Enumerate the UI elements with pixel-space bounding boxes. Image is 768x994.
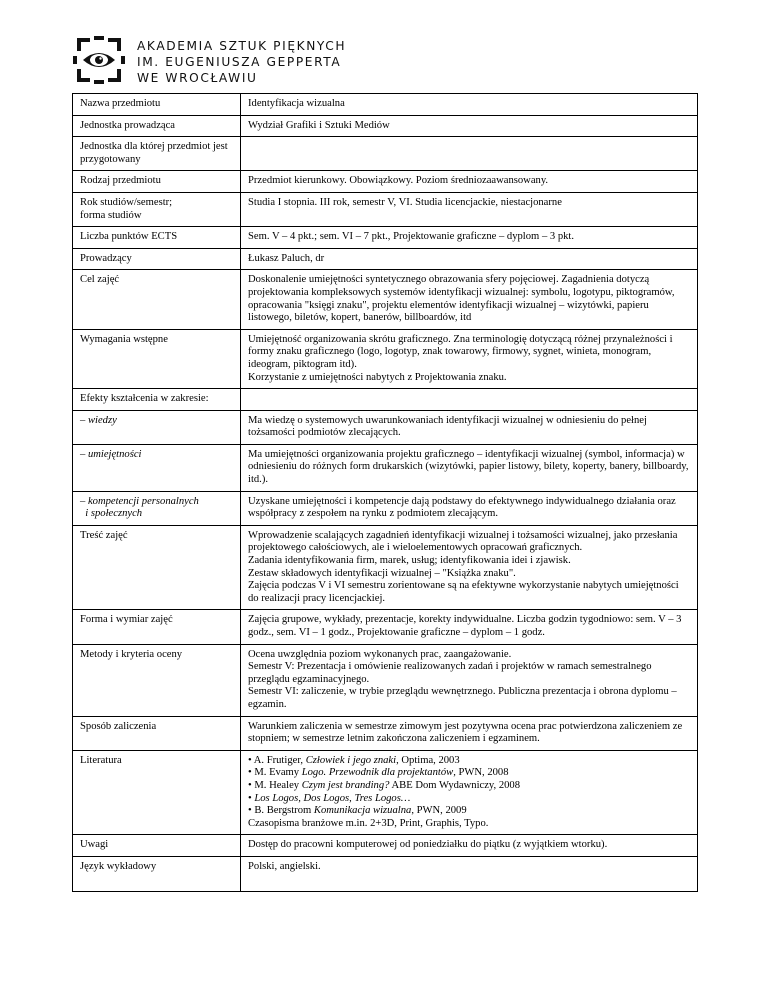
row-label: Nazwa przedmiotu <box>73 94 241 116</box>
row-value: Doskonalenie umiejętności syntetycznego obrazowania sfery pojęciowej. Zagadnienia dotyczą projektowania kompleksowych systemów identyfikacji wizualnej: symbolu, logotypu, piktogramów, opracowania "księgi znaku", projektu elementów identyfikacji wizualnej – wizytówki, papieru listowego, biletów, kopert, banerów, billboardów, itd <box>241 270 698 329</box>
literature-item: • M. Healey Czym jest branding? ABE Dom Wydawniczy, 2008 <box>248 779 521 791</box>
literature-extra: Czasopisma branżowe m.in. 2+3D, Print, Graphis, Typo. <box>248 817 489 829</box>
row-value-line: Umiejętność organizowania skrótu graficznego. Zna terminologię dotyczącą różnej przynależności i formy znaku graficznego (logo, logotyp, znak towarowy, firmowy, sygnet, winieta, monogram, ideogram, piktogram itd). <box>248 333 673 370</box>
academy-logo <box>73 34 125 86</box>
row-value <box>241 137 698 171</box>
row-label: Efekty kształcenia w zakresie: <box>73 389 241 411</box>
literature-item: • Los Logos, Dos Logos, Tres Logos… <box>248 792 411 804</box>
row-label-line: forma studiów <box>80 209 142 221</box>
table-row <box>73 491 698 525</box>
row-label: Literatura <box>73 750 241 835</box>
row-value-line: Semestr V: Prezentacja i omówienie realizowanych zadań i projektów w ramach semestralnego przeglądu egzaminacyjnego. <box>248 661 652 685</box>
row-label: – umiejętności <box>73 444 241 491</box>
row-value: Sem. V – 4 pkt.; sem. VI – 7 pkt., Projektowanie graficzne – dyplom – 3 pkt. <box>241 227 698 249</box>
table-row <box>73 248 698 270</box>
row-value-line: Zadania identyfikowania firm, marek, usług; identyfikowania idei i zjawisk. <box>248 555 571 567</box>
row-value: Warunkiem zaliczenia w semestrze zimowym jest pozytywna ocena prac potwierdzona zaliczeniem ze stopniem; w semestrze letnim zakończona zaliczeniem i egzaminem. <box>241 716 698 750</box>
table-row <box>73 444 698 491</box>
row-value <box>241 329 698 388</box>
table-row <box>73 750 698 835</box>
row-label: – wiedzy <box>73 410 241 444</box>
row-value <box>241 750 698 835</box>
row-value: Przedmiot kierunkowy. Obowiązkowy. Poziom średniozaawansowany. <box>241 171 698 193</box>
row-label-line: – kompetencji personalnych <box>80 495 199 507</box>
table-row <box>73 835 698 857</box>
row-label: Prowadzący <box>73 248 241 270</box>
literature-item: • A. Frutiger, Człowiek i jego znaki, Optima, 2003 <box>248 754 460 766</box>
syllabus-table <box>72 93 698 892</box>
row-value <box>241 525 698 610</box>
literature-item: • M. Evamy Logo. Przewodnik dla projektantów, PWN, 2008 <box>248 767 509 779</box>
row-label <box>73 192 241 226</box>
table-row <box>73 94 698 116</box>
table-row <box>73 227 698 249</box>
row-label-line: Rok studiów/semestr; <box>80 196 173 208</box>
row-value: Studia I stopnia. III rok, semestr V, VI. Studia licencjackie, niestacjonarne <box>241 192 698 226</box>
row-label: Metody i kryteria oceny <box>73 644 241 716</box>
row-value: Ma umiejętności organizowania projektu graficznego – identyfikacji wizualnej (symbol, informacja) w odniesieniu do różnych form drukarskich (wizytówki, papier listowy, bilety, koperty, banery, billboardy, itd.). <box>241 444 698 491</box>
row-label: Wymagania wstępne <box>73 329 241 388</box>
row-label: Uwagi <box>73 835 241 857</box>
row-value: Łukasz Paluch, dr <box>241 248 698 270</box>
academy-name-line: IM. EUGENIUSZA GEPPERTA <box>137 55 342 69</box>
row-label: Język wykładowy <box>73 856 241 891</box>
table-row <box>73 115 698 137</box>
table-row <box>73 856 698 891</box>
academy-name-line: WE WROCŁAWIU <box>137 71 258 85</box>
row-label <box>73 491 241 525</box>
row-value: Dostęp do pracowni komputerowej od poniedziałku do piątku (z wyjątkiem wtorku). <box>241 835 698 857</box>
table-row <box>73 192 698 226</box>
table-row <box>73 716 698 750</box>
row-label: Rodzaj przedmiotu <box>73 171 241 193</box>
row-value: Ma wiedzę o systemowych uwarunkowaniach identyfikacji wizualnej w odniesieniu do pełnej tożsamości podmiotów zlecających. <box>241 410 698 444</box>
row-label: Cel zajęć <box>73 270 241 329</box>
table-row <box>73 525 698 610</box>
table-row <box>73 270 698 329</box>
literature-item: • B. Bergstrom Komunikacja wizualna, PWN, 2009 <box>248 805 467 817</box>
row-value-line: Zestaw składowych identyfikacji wizualnej – "Książka znaku". <box>248 567 516 579</box>
table-row <box>73 171 698 193</box>
row-value <box>241 389 698 411</box>
row-label: Jednostka dla której przedmiot jest przygotowany <box>73 137 241 171</box>
academy-name-line: AKADEMIA SZTUK PIĘKNYCH <box>137 39 347 53</box>
table-row <box>73 610 698 644</box>
table-row <box>73 137 698 171</box>
row-value: Wydział Grafiki i Sztuki Mediów <box>241 115 698 137</box>
row-value-line: Zajęcia podczas V i VI semestru zorientowane są na efektywne wykorzystanie nabytych umiejętności do realizacji pracy licencjackiej. <box>248 580 679 604</box>
row-value-line: Semestr VI: zaliczenie, w trybie przeglądu wewnętrznego. Publiczna prezentacja i obrona dyplomu – egzamin. <box>248 686 677 710</box>
row-label: Jednostka prowadząca <box>73 115 241 137</box>
row-label: Forma i wymiar zajęć <box>73 610 241 644</box>
row-label: Liczba punktów ECTS <box>73 227 241 249</box>
table-row <box>73 329 698 388</box>
row-label: Treść zajęć <box>73 525 241 610</box>
document-header <box>73 34 573 86</box>
row-value: Zajęcia grupowe, wykłady, prezentacje, korekty indywidualne. Liczba godzin tygodniowo: sem. V – 3 godz., sem. VI – 1 godz., Projektowanie graficzne – dyplom – 1 godz. <box>241 610 698 644</box>
academy-name <box>137 38 346 86</box>
table-row <box>73 389 698 411</box>
row-value-line: Ocena uwzględnia poziom wykonanych prac, zaangażowanie. <box>248 648 512 660</box>
row-value <box>241 644 698 716</box>
row-value: Identyfikacja wizualna <box>241 94 698 116</box>
row-value: Polski, angielski. <box>241 856 698 891</box>
row-label-line: i społecznych <box>80 508 143 520</box>
table-row <box>73 410 698 444</box>
row-value: Uzyskane umiejętności i kompetencje dają podstawy do efektywnego indywidualnego działania oraz współpracy z zespołem na rynku z podmiotem zlecającym. <box>241 491 698 525</box>
table-row <box>73 644 698 716</box>
row-label: Sposób zaliczenia <box>73 716 241 750</box>
row-value-line: Korzystanie z umiejętności nabytych z Projektowania znaku. <box>248 371 507 383</box>
row-value-line: Wprowadzenie scalających zagadnień identyfikacji wizualnej i tożsamości wizualnej, jako przesłania projektowego całościowych, ale i wieloelementowych opracowań graficznych. <box>248 529 678 554</box>
